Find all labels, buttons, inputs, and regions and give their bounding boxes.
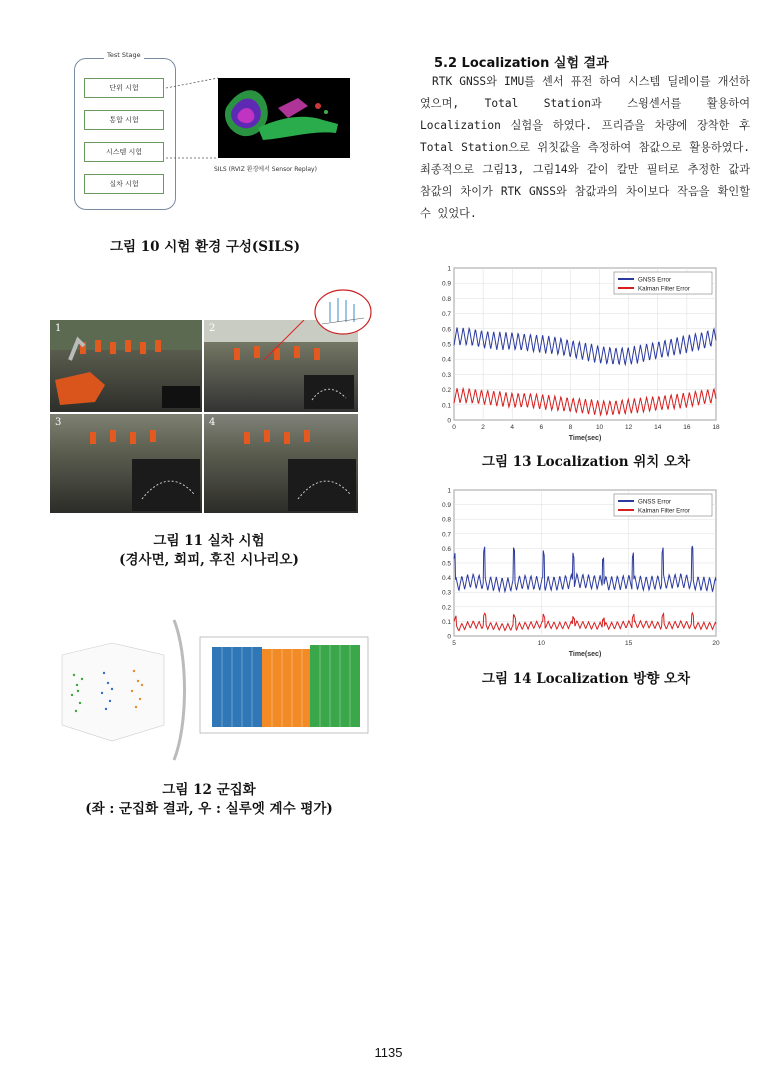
photo-number-3: 3: [55, 417, 62, 428]
cluster-3d-scatter: [62, 643, 164, 741]
rviz-caption: SILS (RVIZ 환경에서 Sensor Replay): [214, 166, 317, 173]
x-tick-label: 4: [510, 424, 515, 431]
y-tick-label: 0: [447, 417, 451, 425]
y-tick-label: 1: [447, 265, 451, 273]
x-axis-label: Time(sec): [568, 651, 602, 658]
x-tick-label: 0: [452, 424, 456, 431]
figure-10-caption: 그림 10 시험 환경 구성(SILS): [110, 239, 300, 255]
y-tick-label: 0.6: [441, 326, 451, 334]
photo-panel-3: [50, 414, 202, 513]
x-axis-label: Time(sec): [568, 435, 602, 442]
figure-12-caption-line1: 그림 12 군집화: [162, 782, 256, 798]
y-tick-label: 0.1: [441, 402, 451, 410]
x-tick-label: 10: [595, 424, 604, 431]
section-body: [420, 71, 750, 225]
figure-13-chart: [426, 262, 724, 446]
y-tick-label: 0.1: [441, 618, 451, 626]
y-tick-label: 0.8: [441, 295, 451, 303]
y-tick-label: 0.2: [441, 604, 451, 612]
x-tick-label: 16: [683, 424, 691, 431]
x-tick-label: 2: [481, 424, 485, 431]
section-paragraph: RTK GNSS와 IMU를 센서 퓨전 하여 시스템 딜레이를 개선하였으며, Total Station과 스윙센서를 활용하여 Localization 실험을 하였다. 프리즘을 차량에 장착한 후 Total Station으로 위칫값을 측정하여 참값으로 활용하였다. 최종적으로 그림13, 그림14와 같이 칼만 필터로 추정한 값과 참값의 차이가 RTK GNSS와 참값과의 차이보다 작음을 확인할 수 있었다.: [420, 75, 750, 220]
photo-number-2: 2: [209, 323, 216, 334]
y-tick-label: 0.8: [441, 516, 451, 524]
figure-14-caption: 그림 14 Localization 방향 오차: [481, 671, 691, 687]
rviz-point-cloud-image: [218, 78, 350, 158]
position-error-chart-svg: [426, 262, 724, 446]
y-tick-label: 0.4: [441, 575, 451, 583]
legend-label: GNSS Error: [638, 276, 672, 284]
y-tick-label: 0.7: [441, 531, 451, 539]
x-tick-label: 8: [568, 424, 573, 431]
figure-12-clustering: [52, 615, 370, 765]
x-tick-label: 6: [539, 424, 544, 431]
y-tick-label: 0.9: [441, 502, 451, 510]
x-tick-label: 20: [712, 640, 720, 647]
figure-11-caption-line2: (경사면, 회피, 후진 시나리오): [119, 552, 299, 568]
x-tick-label: 5: [452, 640, 456, 647]
figure-12-caption-line2: (좌 : 군집화 결과, 우 : 실루엣 계수 평가): [85, 801, 333, 817]
x-tick-label: 14: [654, 424, 662, 431]
step-vehicle-test: 실차 시험: [84, 174, 164, 194]
photo-panel-1: [50, 320, 202, 412]
legend-label: GNSS Error: [638, 498, 672, 506]
x-tick-label: 18: [712, 424, 720, 431]
y-tick-label: 1: [447, 487, 451, 495]
photo-number-4: 4: [209, 417, 216, 428]
silhouette-bars: [200, 637, 368, 733]
figure-11-field-test-photos: [50, 288, 362, 513]
figure-12-caption: [50, 781, 368, 819]
test-stage-title: Test Stage: [104, 51, 144, 59]
figure-11-caption-line1: 그림 11 실차 시험: [153, 533, 265, 549]
y-tick-label: 0.6: [441, 545, 451, 553]
y-tick-label: 0.7: [441, 311, 451, 319]
y-tick-label: 0.3: [441, 589, 451, 597]
y-tick-label: 0.9: [441, 280, 451, 288]
figure-10-sils-diagram: [70, 48, 350, 213]
section-title: 5.2 Localization 실험 결과: [434, 56, 609, 71]
y-tick-label: 0.3: [441, 371, 451, 379]
step-system-test: 시스템 시험: [84, 142, 164, 162]
x-tick-label: 10: [537, 640, 545, 647]
figure-11-caption: [50, 532, 368, 570]
zoom-inset-3d-plot: [312, 288, 374, 336]
photo-number-1: 1: [55, 323, 62, 334]
y-tick-label: 0: [447, 633, 451, 641]
figure-13-caption: 그림 13 Localization 위치 오차: [481, 454, 691, 470]
figure-14-chart: [426, 484, 724, 662]
legend-label: Kalman Filter Error: [638, 507, 690, 515]
y-tick-label: 0.4: [441, 356, 451, 364]
y-tick-label: 0.2: [441, 387, 451, 395]
x-tick-label: 15: [625, 640, 633, 647]
photo-panel-4: [204, 414, 358, 513]
heading-error-chart-svg: [426, 484, 724, 662]
clustering-images: [52, 615, 370, 765]
step-integration-test: 통합 시험: [84, 110, 164, 130]
legend-label: Kalman Filter Error: [638, 285, 690, 293]
y-tick-label: 0.5: [441, 341, 451, 349]
x-tick-label: 12: [625, 424, 633, 431]
y-tick-label: 0.5: [441, 560, 451, 568]
page-number: 1135: [374, 1045, 403, 1060]
step-unit-test: 단위 시험: [84, 78, 164, 98]
